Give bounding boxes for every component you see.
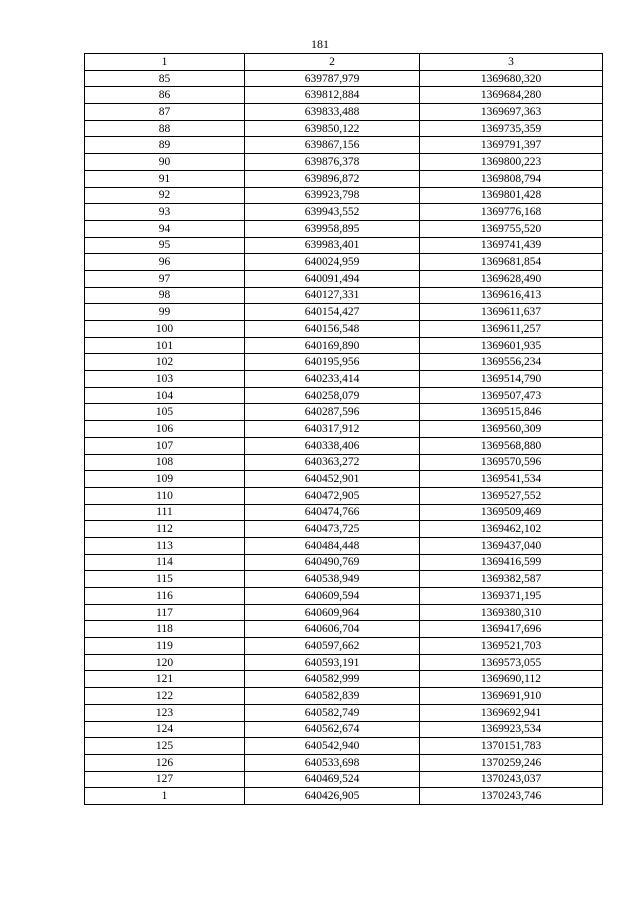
table-row <box>85 554 603 571</box>
y-coordinate-cell: 1369509,469 <box>420 504 603 521</box>
table-row <box>85 788 603 805</box>
point-number-cell: 87 <box>85 104 245 121</box>
y-coordinate-cell: 1369690,112 <box>420 671 603 688</box>
y-coordinate-cell: 1369417,696 <box>420 621 603 638</box>
table-row <box>85 771 603 788</box>
point-number-cell: 111 <box>85 504 245 521</box>
table-row <box>85 87 603 104</box>
coordinates-table <box>84 53 603 805</box>
x-coordinate-cell: 639787,979 <box>245 70 420 87</box>
x-coordinate-cell: 640091,494 <box>245 270 420 287</box>
y-coordinate-cell: 1369611,637 <box>420 304 603 321</box>
point-number-cell: 96 <box>85 254 245 271</box>
table-row <box>85 220 603 237</box>
table-row <box>85 604 603 621</box>
y-coordinate-cell: 1369556,234 <box>420 354 603 371</box>
point-number-cell: 117 <box>85 604 245 621</box>
table-row <box>85 304 603 321</box>
x-coordinate-cell: 639896,872 <box>245 170 420 187</box>
x-coordinate-cell: 640154,427 <box>245 304 420 321</box>
y-coordinate-cell: 1369382,587 <box>420 571 603 588</box>
x-coordinate-cell: 640473,725 <box>245 521 420 538</box>
y-coordinate-cell: 1369684,280 <box>420 87 603 104</box>
point-number-cell: 91 <box>85 170 245 187</box>
point-number-cell: 114 <box>85 554 245 571</box>
table-row <box>85 721 603 738</box>
point-number-cell: 92 <box>85 187 245 204</box>
y-coordinate-cell: 1369601,935 <box>420 337 603 354</box>
table-row <box>85 137 603 154</box>
point-number-cell: 120 <box>85 654 245 671</box>
x-coordinate-cell: 640538,949 <box>245 571 420 588</box>
x-coordinate-cell: 639850,122 <box>245 120 420 137</box>
y-coordinate-cell: 1369808,794 <box>420 170 603 187</box>
point-number-cell: 110 <box>85 487 245 504</box>
x-coordinate-cell: 640582,749 <box>245 704 420 721</box>
y-coordinate-cell: 1369923,534 <box>420 721 603 738</box>
point-number-cell: 107 <box>85 437 245 454</box>
table-row <box>85 204 603 221</box>
x-coordinate-cell: 640474,766 <box>245 504 420 521</box>
point-number-cell: 112 <box>85 521 245 538</box>
table-row <box>85 70 603 87</box>
table-header <box>85 54 603 71</box>
x-coordinate-cell: 640024,959 <box>245 254 420 271</box>
x-coordinate-cell: 640363,272 <box>245 454 420 471</box>
x-coordinate-cell: 640287,596 <box>245 404 420 421</box>
table-row <box>85 537 603 554</box>
x-coordinate-cell: 639923,798 <box>245 187 420 204</box>
y-coordinate-cell: 1369801,428 <box>420 187 603 204</box>
table-row <box>85 704 603 721</box>
y-coordinate-cell: 1369521,703 <box>420 638 603 655</box>
header-cell-point: 1 <box>85 54 245 71</box>
x-coordinate-cell: 640233,414 <box>245 371 420 388</box>
table-row <box>85 437 603 454</box>
table-row <box>85 504 603 521</box>
y-coordinate-cell: 1369380,310 <box>420 604 603 621</box>
x-coordinate-cell: 640542,940 <box>245 738 420 755</box>
point-number-cell: 104 <box>85 387 245 404</box>
point-number-cell: 102 <box>85 354 245 371</box>
point-number-cell: 123 <box>85 704 245 721</box>
x-coordinate-cell: 640533,698 <box>245 754 420 771</box>
point-number-cell: 109 <box>85 471 245 488</box>
table-row <box>85 671 603 688</box>
x-coordinate-cell: 640426,905 <box>245 788 420 805</box>
point-number-cell: 105 <box>85 404 245 421</box>
y-coordinate-cell: 1369741,439 <box>420 237 603 254</box>
y-coordinate-cell: 1369697,363 <box>420 104 603 121</box>
x-coordinate-cell: 640169,890 <box>245 337 420 354</box>
y-coordinate-cell: 1370243,746 <box>420 788 603 805</box>
y-coordinate-cell: 1369560,309 <box>420 421 603 438</box>
x-coordinate-cell: 640317,912 <box>245 421 420 438</box>
x-coordinate-cell: 640609,594 <box>245 588 420 605</box>
y-coordinate-cell: 1369462,102 <box>420 521 603 538</box>
y-coordinate-cell: 1369507,473 <box>420 387 603 404</box>
point-number-cell: 106 <box>85 421 245 438</box>
x-coordinate-cell: 639958,895 <box>245 220 420 237</box>
point-number-cell: 90 <box>85 154 245 171</box>
point-number-cell: 89 <box>85 137 245 154</box>
table-row <box>85 337 603 354</box>
y-coordinate-cell: 1369568,880 <box>420 437 603 454</box>
table-row <box>85 354 603 371</box>
point-number-cell: 94 <box>85 220 245 237</box>
x-coordinate-cell: 640490,769 <box>245 554 420 571</box>
y-coordinate-cell: 1369692,941 <box>420 704 603 721</box>
y-coordinate-cell: 1369776,168 <box>420 204 603 221</box>
point-number-cell: 88 <box>85 120 245 137</box>
point-number-cell: 121 <box>85 671 245 688</box>
x-coordinate-cell: 640593,191 <box>245 654 420 671</box>
table-row <box>85 487 603 504</box>
y-coordinate-cell: 1369616,413 <box>420 287 603 304</box>
table-row <box>85 688 603 705</box>
page-number: 181 <box>311 37 329 51</box>
y-coordinate-cell: 1369680,320 <box>420 70 603 87</box>
header-cell-y: 3 <box>420 54 603 71</box>
point-number-cell: 124 <box>85 721 245 738</box>
x-coordinate-cell: 639983,401 <box>245 237 420 254</box>
y-coordinate-cell: 1369514,790 <box>420 371 603 388</box>
point-number-cell: 99 <box>85 304 245 321</box>
x-coordinate-cell: 640258,079 <box>245 387 420 404</box>
x-coordinate-cell: 640609,964 <box>245 604 420 621</box>
x-coordinate-cell: 640338,406 <box>245 437 420 454</box>
x-coordinate-cell: 640582,839 <box>245 688 420 705</box>
x-coordinate-cell: 639943,552 <box>245 204 420 221</box>
x-coordinate-cell: 639867,156 <box>245 137 420 154</box>
table-row <box>85 471 603 488</box>
y-coordinate-cell: 1369735,359 <box>420 120 603 137</box>
point-number-cell: 1 <box>85 788 245 805</box>
x-coordinate-cell: 640582,999 <box>245 671 420 688</box>
x-coordinate-cell: 640452,901 <box>245 471 420 488</box>
table-row <box>85 738 603 755</box>
table-row <box>85 638 603 655</box>
point-number-cell: 95 <box>85 237 245 254</box>
table-row <box>85 571 603 588</box>
table-row <box>85 270 603 287</box>
table-row <box>85 237 603 254</box>
header-row <box>85 54 603 71</box>
table-row <box>85 621 603 638</box>
y-coordinate-cell: 1369800,223 <box>420 154 603 171</box>
x-coordinate-cell: 640562,674 <box>245 721 420 738</box>
point-number-cell: 100 <box>85 321 245 338</box>
point-number-cell: 127 <box>85 771 245 788</box>
y-coordinate-cell: 1370151,783 <box>420 738 603 755</box>
table-row <box>85 287 603 304</box>
table-row <box>85 154 603 171</box>
point-number-cell: 98 <box>85 287 245 304</box>
x-coordinate-cell: 640127,331 <box>245 287 420 304</box>
y-coordinate-cell: 1369611,257 <box>420 321 603 338</box>
point-number-cell: 93 <box>85 204 245 221</box>
y-coordinate-cell: 1369437,040 <box>420 537 603 554</box>
point-number-cell: 115 <box>85 571 245 588</box>
point-number-cell: 118 <box>85 621 245 638</box>
table-row <box>85 120 603 137</box>
point-number-cell: 119 <box>85 638 245 655</box>
point-number-cell: 85 <box>85 70 245 87</box>
x-coordinate-cell: 640597,662 <box>245 638 420 655</box>
y-coordinate-cell: 1369371,195 <box>420 588 603 605</box>
table-row <box>85 170 603 187</box>
table-row <box>85 187 603 204</box>
x-coordinate-cell: 640472,905 <box>245 487 420 504</box>
point-number-cell: 122 <box>85 688 245 705</box>
table-row <box>85 371 603 388</box>
y-coordinate-cell: 1369791,397 <box>420 137 603 154</box>
y-coordinate-cell: 1369755,520 <box>420 220 603 237</box>
point-number-cell: 125 <box>85 738 245 755</box>
y-coordinate-cell: 1369573,055 <box>420 654 603 671</box>
y-coordinate-cell: 1369628,490 <box>420 270 603 287</box>
point-number-cell: 126 <box>85 754 245 771</box>
x-coordinate-cell: 639876,378 <box>245 154 420 171</box>
table-row <box>85 421 603 438</box>
y-coordinate-cell: 1369515,846 <box>420 404 603 421</box>
x-coordinate-cell: 640156,548 <box>245 321 420 338</box>
point-number-cell: 86 <box>85 87 245 104</box>
point-number-cell: 116 <box>85 588 245 605</box>
table-body <box>85 70 603 804</box>
point-number-cell: 113 <box>85 537 245 554</box>
point-number-cell: 101 <box>85 337 245 354</box>
y-coordinate-cell: 1369541,534 <box>420 471 603 488</box>
table-row <box>85 321 603 338</box>
y-coordinate-cell: 1369416,599 <box>420 554 603 571</box>
table-row <box>85 254 603 271</box>
y-coordinate-cell: 1370243,037 <box>420 771 603 788</box>
y-coordinate-cell: 1369570,596 <box>420 454 603 471</box>
y-coordinate-cell: 1369527,552 <box>420 487 603 504</box>
x-coordinate-cell: 640484,448 <box>245 537 420 554</box>
y-coordinate-cell: 1370259,246 <box>420 754 603 771</box>
x-coordinate-cell: 640469,524 <box>245 771 420 788</box>
table-row <box>85 754 603 771</box>
table-row <box>85 454 603 471</box>
x-coordinate-cell: 640606,704 <box>245 621 420 638</box>
point-number-cell: 108 <box>85 454 245 471</box>
x-coordinate-cell: 639833,488 <box>245 104 420 121</box>
header-cell-x: 2 <box>245 54 420 71</box>
table-row <box>85 104 603 121</box>
point-number-cell: 97 <box>85 270 245 287</box>
table-row <box>85 387 603 404</box>
table-row <box>85 521 603 538</box>
point-number-cell: 103 <box>85 371 245 388</box>
y-coordinate-cell: 1369691,910 <box>420 688 603 705</box>
table-row <box>85 654 603 671</box>
table-row <box>85 588 603 605</box>
x-coordinate-cell: 639812,884 <box>245 87 420 104</box>
x-coordinate-cell: 640195,956 <box>245 354 420 371</box>
table-row <box>85 404 603 421</box>
y-coordinate-cell: 1369681,854 <box>420 254 603 271</box>
